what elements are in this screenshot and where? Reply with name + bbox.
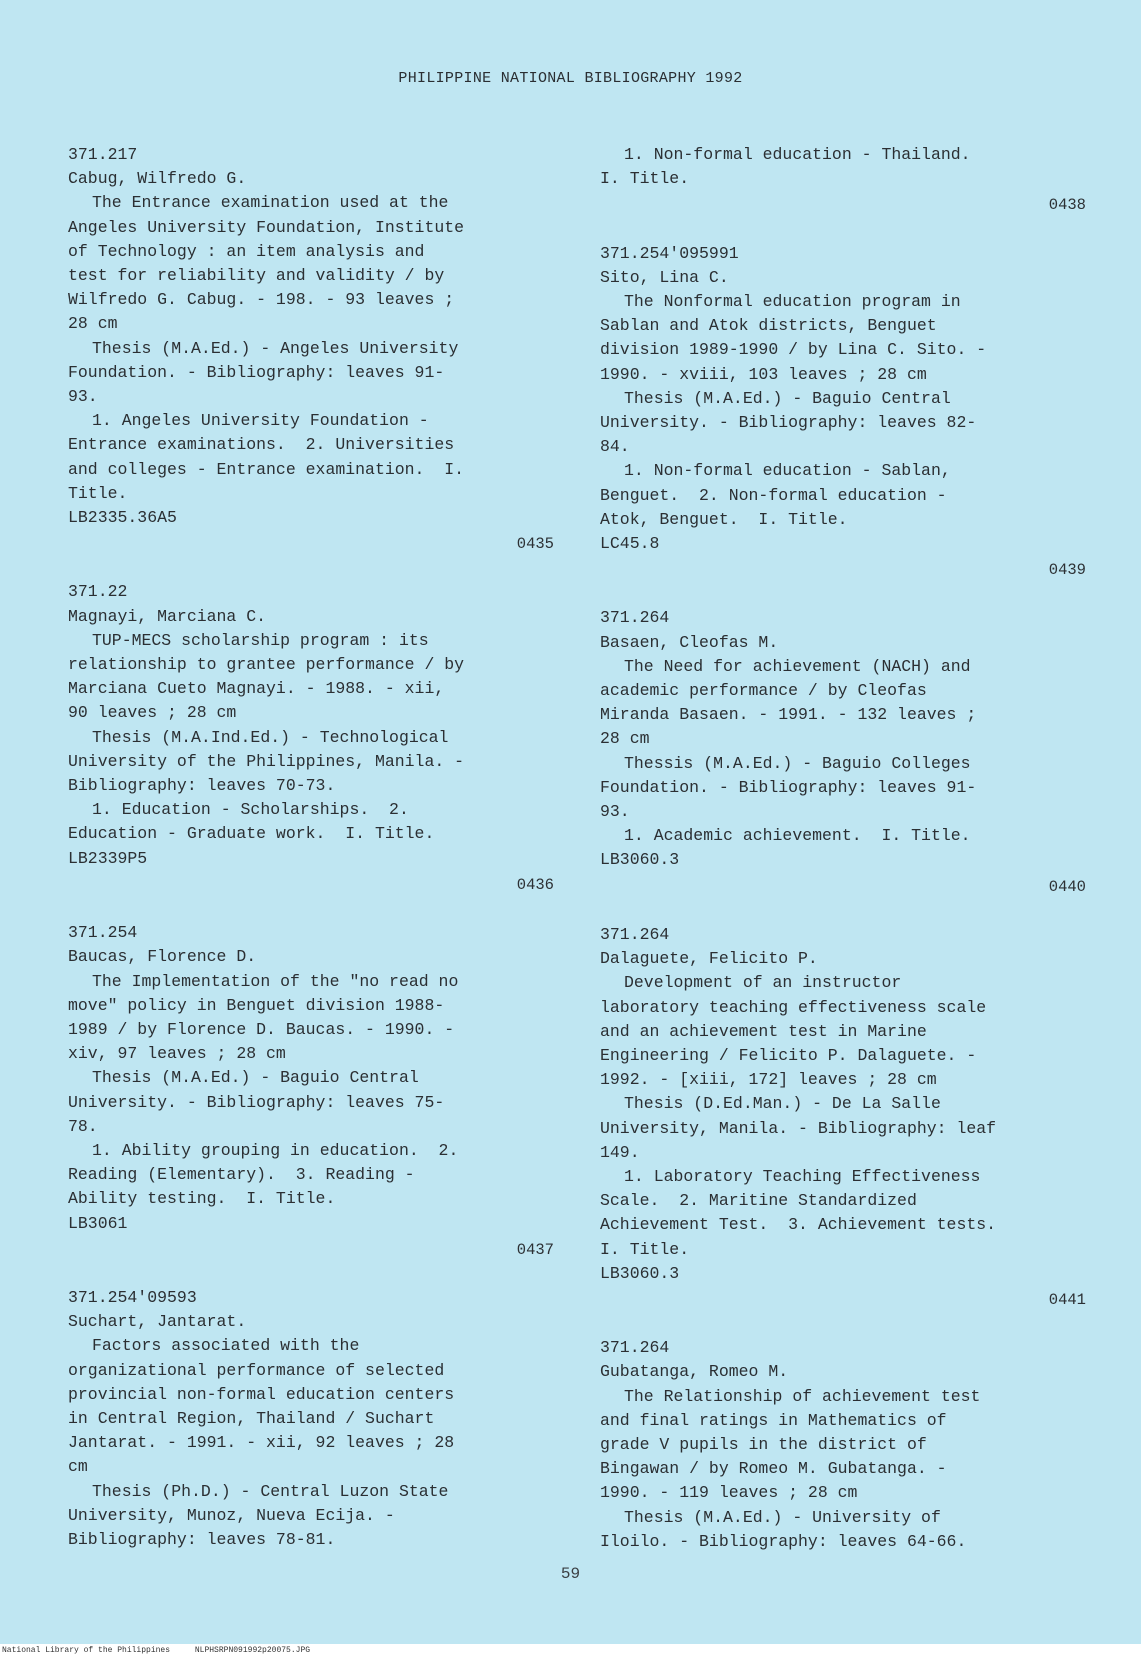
entry-line: Benguet. 2. Non-formal education - [600, 485, 947, 505]
entry-line: The Entrance examination used at the [92, 193, 449, 213]
entry-line: 28 cm [68, 314, 118, 334]
entry-line: Marciana Cueto Magnayi. - 1988. - xii, [68, 679, 445, 699]
entry-line: Magnayi, Marciana C. [68, 606, 267, 626]
bibliography-entry [600, 1336, 1086, 1554]
entry-line: LB2339P5 [68, 848, 148, 868]
entry-line: The Relationship of achievement test [624, 1386, 981, 1406]
left-column [68, 143, 554, 1576]
entry-line: test for reliability and validity / by [68, 266, 445, 286]
entry-line: 1. Angeles University Foundation - [92, 411, 429, 431]
bibliography-entry [68, 921, 554, 1262]
entry-line: Cabug, Wilfredo G. [68, 169, 247, 189]
entry-line: Suchart, Jantarat. [68, 1312, 247, 1332]
entry-line: I. Title. [600, 1239, 690, 1259]
entry-line: Dalaguete, Felicito P. [600, 949, 818, 969]
footer-file: NLPHSRPN091992p20075.JPG [194, 1646, 311, 1655]
entry-line: 93. [68, 387, 98, 407]
entry-line: 1990. - xviii, 103 leaves ; 28 cm [600, 364, 927, 384]
entry-line: LC45.8 [600, 534, 660, 554]
entry-line: division 1989-1990 / by Lina C. Sito. - [600, 340, 987, 360]
entry-line: organizational performance of selected [68, 1360, 445, 1380]
entry-number: 0438 [1048, 196, 1086, 215]
entry-line: 1. Laboratory Teaching Effectiveness [624, 1166, 981, 1186]
entry-line: xiv, 97 leaves ; 28 cm [68, 1044, 286, 1064]
right-column [600, 143, 1086, 1578]
entry-line: Atok, Benguet. I. Title. [600, 509, 848, 529]
entry-line: Ability testing. I. Title. [68, 1189, 336, 1209]
entry-line: 371.217 [68, 145, 138, 164]
bibliography-entry [68, 143, 554, 556]
entry-line: The Need for achievement (NACH) and [624, 656, 971, 676]
page-header: PHILIPPINE NATIONAL BIBLIOGRAPHY 1992 [398, 70, 743, 87]
bibliography-entry [600, 923, 1086, 1312]
entry-line: 1990. - 119 leaves ; 28 cm [600, 1483, 858, 1503]
entry-line: LB2335.36A5 [68, 508, 177, 528]
entry-line: 371.264 [600, 608, 670, 628]
entry-line: The Nonformal education program in [624, 292, 961, 312]
entry-line: Thesis (M.A.Ed.) - Baguio Central [92, 1068, 419, 1088]
entry-number: 0437 [516, 1240, 554, 1259]
entry-line: Thesis (M.A.Ed.) - Angeles University [92, 338, 459, 358]
entry-line: Foundation. - Bibliography: leaves 91- [68, 362, 445, 382]
entry-line: move" policy in Benguet division 1988- [68, 995, 445, 1015]
entry-line: laboratory teaching effectiveness scale [600, 997, 987, 1017]
entry-line: 93. [600, 802, 630, 822]
entry-line: of Technology : an item analysis and [68, 241, 425, 261]
entry-line: Title. [68, 483, 128, 503]
entry-line: Baucas, Florence D. [68, 947, 257, 967]
entry-line: 1989 / by Florence D. Baucas. - 1990. - [68, 1019, 455, 1039]
entry-line: Thesis (Ph.D.) - Central Luzon State [92, 1481, 449, 1501]
entry-line: academic performance / by Cleofas [600, 681, 927, 701]
entry-line: Scale. 2. Maritine Standardized [600, 1191, 917, 1211]
entry-line: Development of an instructor [624, 973, 902, 993]
entry-line: Bibliography: leaves 70-73. [68, 776, 336, 796]
entry-line: 149. [600, 1142, 640, 1162]
entry-line: 1. Ability grouping in education. 2. [92, 1140, 459, 1160]
entry-line: University of the Philippines, Manila. - [68, 751, 465, 771]
entry-line: 371.264 [600, 924, 670, 944]
entry-line: 1. Non-formal education - Thailand. [624, 145, 971, 164]
entry-line: Thesis (M.A.Ind.Ed.) - Technological [92, 727, 449, 747]
entry-line: Engineering / Felicito P. Dalaguete. - [600, 1045, 977, 1065]
entry-line: and an achievement test in Marine [600, 1021, 927, 1041]
entry-line: 28 cm [600, 729, 650, 749]
entry-line: Thesis (M.A.Ed.) - Baguio Central [624, 388, 951, 408]
entry-line: LB3060.3 [600, 850, 680, 870]
bibliography-entry [600, 143, 1086, 218]
entry-line: Jantarat. - 1991. - xii, 92 leaves ; 28 [68, 1433, 455, 1453]
entry-line: cm [68, 1457, 88, 1477]
entry-line: Iloilo. - Bibliography: leaves 64-66. [600, 1531, 967, 1551]
entry-line: Education - Graduate work. I. Title. [68, 824, 435, 844]
entry-line: Angeles University Foundation, Institute [68, 217, 465, 237]
entry-line: 371.254'095991 [600, 243, 739, 263]
footer-library: National Library of the Philippines [2, 1646, 171, 1655]
entry-line: TUP-MECS scholarship program : its [92, 630, 429, 650]
entry-line: The Implementation of the "no read no [92, 971, 459, 991]
entry-line: 371.264 [600, 1338, 670, 1358]
entry-line: University. - Bibliography: leaves 75- [68, 1092, 445, 1112]
entry-line: Sito, Lina C. [600, 267, 729, 287]
entry-line: Thessis (M.A.Ed.) - Baguio Colleges [624, 753, 971, 773]
entry-line: University. - Bibliography: leaves 82- [600, 413, 977, 433]
entry-line: Basaen, Cleofas M. [600, 632, 779, 652]
entry-line: LB3061 [68, 1213, 128, 1233]
entry-line: 90 leaves ; 28 cm [68, 703, 237, 723]
scan-footer [0, 1644, 1141, 1658]
entry-number: 0435 [516, 535, 554, 554]
entry-line: 84. [600, 437, 630, 457]
entry-line: and final ratings in Mathematics of [600, 1410, 947, 1430]
bibliography-entry [600, 242, 1086, 583]
entry-line: Miranda Basaen. - 1991. - 132 leaves ; [600, 705, 977, 725]
entry-line: Factors associated with the [92, 1336, 360, 1356]
entry-line: 1. Non-formal education - Sablan, [624, 461, 951, 481]
entry-line: LB3060.3 [600, 1263, 680, 1283]
entry-line: 1. Education - Scholarships. 2. [92, 800, 409, 820]
bibliography-entry [600, 606, 1086, 898]
bibliography-entry [68, 1286, 554, 1552]
entry-line: Sablan and Atok districts, Benguet [600, 316, 937, 336]
entry-line: Bingawan / by Romeo M. Gubatanga. - [600, 1459, 947, 1479]
entry-line: I. Title. [600, 169, 690, 189]
entry-number: 0439 [1048, 561, 1086, 580]
entry-line: Wilfredo G. Cabug. - 198. - 93 leaves ; [68, 290, 455, 310]
entry-line: 371.254 [68, 923, 138, 943]
entry-line: provincial non-formal education centers [68, 1384, 455, 1404]
entry-line: Reading (Elementary). 3. Reading - [68, 1165, 415, 1185]
entry-line: 371.22 [68, 582, 128, 602]
entry-line: relationship to grantee performance / by [68, 655, 465, 675]
bibliography-entry [68, 580, 554, 897]
entry-line: and colleges - Entrance examination. I. [68, 459, 465, 479]
entry-line: grade V pupils in the district of [600, 1434, 927, 1454]
entry-line: in Central Region, Thailand / Suchart [68, 1408, 435, 1428]
entry-line: Thesis (M.A.Ed.) - University of [624, 1507, 941, 1527]
entry-line: Bibliography: leaves 78-81. [68, 1529, 336, 1549]
entry-line: Foundation. - Bibliography: leaves 91- [600, 777, 977, 797]
entry-line: University, Munoz, Nueva Ecija. - [68, 1505, 395, 1525]
entry-number: 0441 [1048, 1290, 1086, 1309]
entry-number: 0440 [1048, 877, 1086, 896]
entry-line: 1. Academic achievement. I. Title. [624, 826, 971, 846]
entry-line: Entrance examinations. 2. Universities [68, 435, 455, 455]
entry-number: 0436 [516, 875, 554, 894]
page-number: 59 [560, 1565, 581, 1583]
entry-line: Gubatanga, Romeo M. [600, 1362, 789, 1382]
entry-line: Achievement Test. 3. Achievement tests. [600, 1215, 997, 1235]
entry-line: 1992. - [xiii, 172] leaves ; 28 cm [600, 1070, 937, 1090]
entry-line: 371.254'09593 [68, 1287, 197, 1307]
entry-line: 78. [68, 1116, 98, 1136]
entry-line: University, Manila. - Bibliography: leaf [600, 1118, 997, 1138]
entry-line: Thesis (D.Ed.Man.) - De La Salle [624, 1094, 941, 1114]
